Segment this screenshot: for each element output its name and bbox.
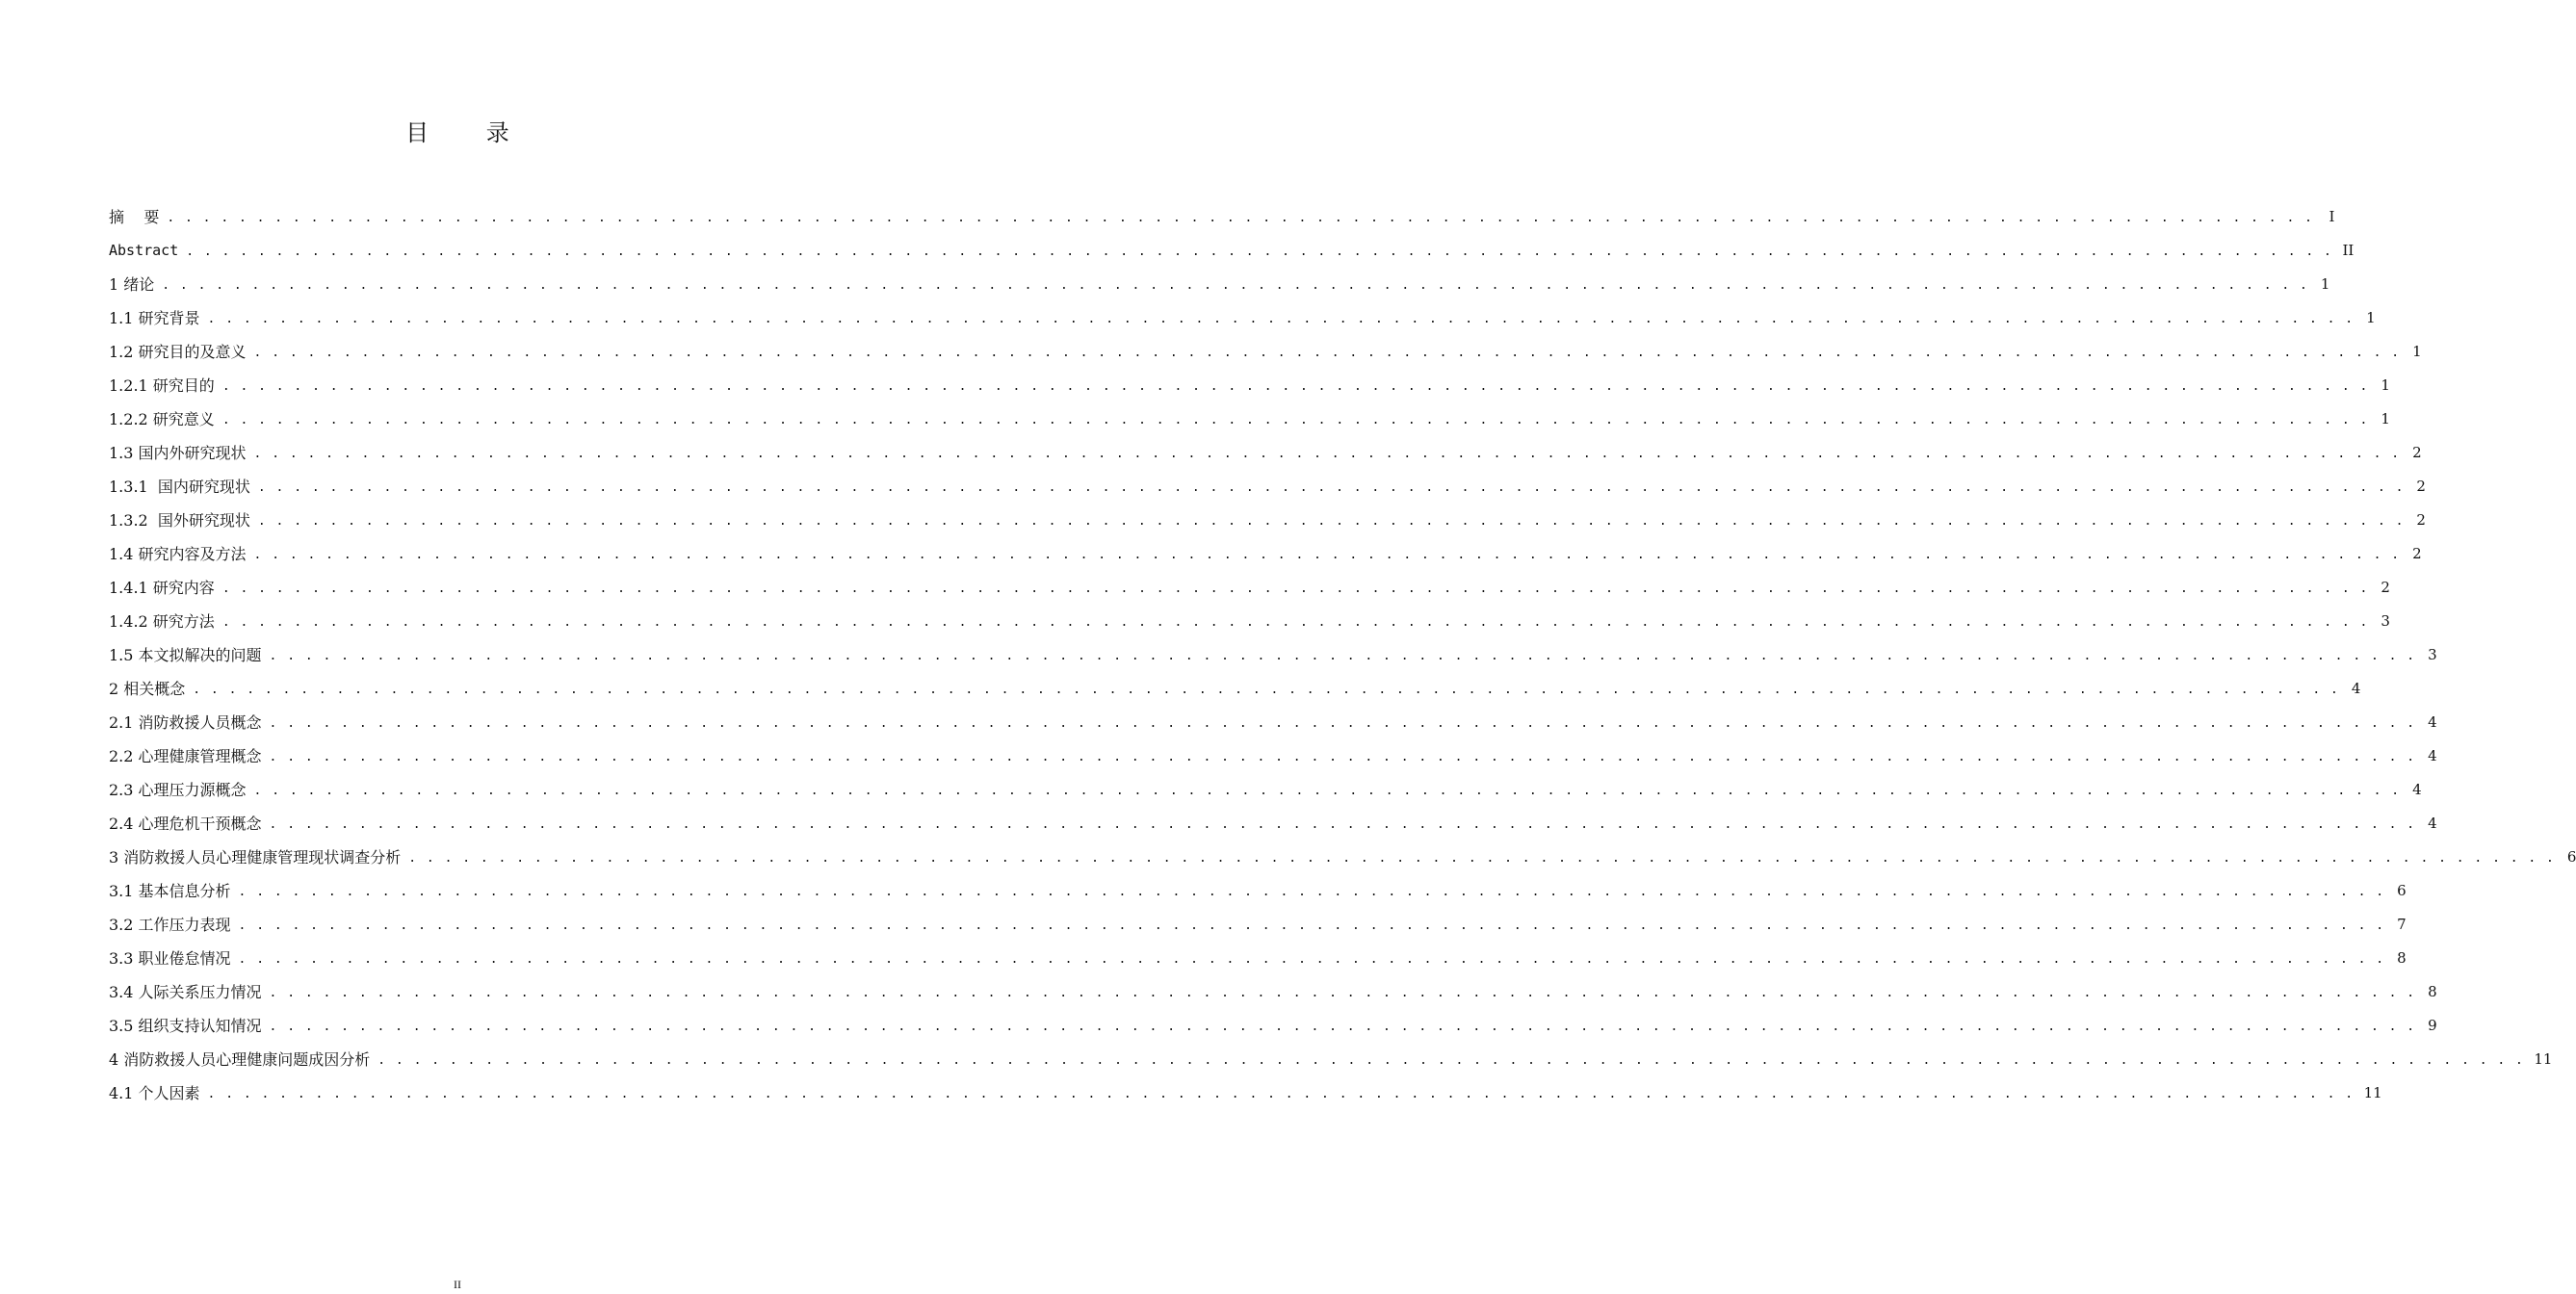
dot-leader: . . . . . . . . . . . . . . . . . . . . . . . . . . . . . . . . . . . . . . . . . . . . . . . . . . . . . . . . . . . . . . . . . . . . . . . . . . . . . . . . . . . . . . . . . . . . . . . . . . . . . . . . . . . . . . . . . . . . . . . . [238,885,2385,899]
toc-entry-page: 2 [2416,478,2426,495]
toc-entry-page: 2 [2381,579,2390,596]
toc-entry-page: 4 [2428,747,2437,764]
toc-entry-title: 1.4.1 研究内容 [109,579,215,597]
toc-entry[interactable] [109,975,2437,1009]
toc-entry[interactable] [109,874,2407,908]
dot-leader: . . . . . . . . . . . . . . . . . . . . . . . . . . . . . . . . . . . . . . . . . . . . . . . . . . . . . . . . . . . . . . . . . . . . . . . . . . . . . . . . . . . . . . . . . . . . . . . . . . . . . . . . . . . . . . . . . . . . . . . . [269,649,2416,663]
toc-entry[interactable] [109,605,2390,638]
toc-entry-title: 1.3.2 国外研究现状 [109,511,250,530]
toc-entry-page: 1 [2381,410,2390,427]
toc-entry-page: 1 [2412,343,2422,360]
toc-entry[interactable] [109,470,2426,504]
toc-entry-page: 4 [2428,815,2437,832]
toc-entry-page: 9 [2428,1017,2437,1034]
toc-entry[interactable] [109,301,2376,335]
toc-entry-page: 11 [2363,1084,2382,1101]
toc-entry-title: 3.3 职业倦怠情况 [109,949,231,968]
toc-entry[interactable] [109,436,2422,470]
toc-entry-page: 4 [2428,713,2437,731]
toc-entry-title: 1.3 国内外研究现状 [109,444,247,462]
toc-entry-title: 2.1 消防救援人员概念 [109,713,262,732]
dot-leader: . . . . . . . . . . . . . . . . . . . . . . . . . . . . . . . . . . . . . . . . . . . . . . . . . . . . . . . . . . . . . . . . . . . . . . . . . . . . . . . . . . . . . . . . . . . . . . . . . . . . . . . . . . . . . . . . . . . . . . . . [162,278,2309,293]
toc-entry[interactable] [109,1043,2553,1076]
dot-leader: . . . . . . . . . . . . . . . . . . . . . . . . . . . . . . . . . . . . . . . . . . . . . . . . . . . . . . . . . . . . . . . . . . . . . . . . . . . . . . . . . . . . . . . . . . . . . . . . . . . . . . . . . . . . . . . . . . . . . . . . [207,1087,2355,1101]
toc-entry-title: 1.1 研究背景 [109,309,200,327]
toc-entry-page: 3 [2428,646,2437,663]
toc-entry-title: 3.4 人际关系压力情况 [109,983,262,1001]
toc-entry[interactable] [109,807,2437,841]
toc-entry-title: 摘 要 [109,208,160,226]
toc-entry-title: 1.2.1 研究目的 [109,376,215,395]
toc-entry[interactable] [109,1076,2382,1110]
toc-entry-page: 4 [2412,781,2422,798]
dot-leader: . . . . . . . . . . . . . . . . . . . . . . . . . . . . . . . . . . . . . . . . . . . . . . . . . . . . . . . . . . . . . . . . . . . . . . . . . . . . . . . . . . . . . . . . . . . . . . . . . . . . . . . . . . . . . . . . . . . . . . . . [221,582,2369,596]
toc-entry-title: 1.4.2 研究方法 [109,612,215,631]
dot-leader: . . . . . . . . . . . . . . . . . . . . . . . . . . . . . . . . . . . . . . . . . . . . . . . . . . . . . . . . . . . . . . . . . . . . . . . . . . . . . . . . . . . . . . . . . . . . . . . . . . . . . . . . . . . . . . . . . . . . . . . . [269,986,2416,1000]
dot-leader: . . . . . . . . . . . . . . . . . . . . . . . . . . . . . . . . . . . . . . . . . . . . . . . . . . . . . . . . . . . . . . . . . . . . . . . . . . . . . . . . . . . . . . . . . . . . . . . . . . . . . . . . . . . . . . . . . . . . . . . . [221,413,2369,427]
toc-entry-title: 1.5 本文拟解决的问题 [109,646,262,664]
toc-entry[interactable] [109,706,2437,739]
toc-entry-title: 4 消防救援人员心理健康问题成因分析 [109,1050,371,1069]
toc-entry-page: 1 [2320,275,2330,293]
toc-entry[interactable] [109,841,2576,874]
toc-entry-title: 1.2 研究目的及意义 [109,343,247,361]
toc-entry-page: 6 [2566,848,2576,866]
dot-leader: . . . . . . . . . . . . . . . . . . . . . . . . . . . . . . . . . . . . . . . . . . . . . . . . . . . . . . . . . . . . . . . . . . . . . . . . . . . . . . . . . . . . . . . . . . . . . . . . . . . . . . . . . . . . . . . . . . . . . . . . [186,245,2333,259]
dot-leader: . . . . . . . . . . . . . . . . . . . . . . . . . . . . . . . . . . . . . . . . . . . . . . . . . . . . . . . . . . . . . . . . . . . . . . . . . . . . . . . . . . . . . . . . . . . . . . . . . . . . . . . . . . . . . . . . . . . . . . . . [269,750,2416,764]
toc-entry-title: 2 相关概念 [109,680,186,698]
toc-entry-title: Abstract [109,242,179,259]
toc-entry-title: 3.1 基本信息分析 [109,882,231,900]
page-number: II [454,1278,461,1291]
dot-leader: . . . . . . . . . . . . . . . . . . . . . . . . . . . . . . . . . . . . . . . . . . . . . . . . . . . . . . . . . . . . . . . . . . . . . . . . . . . . . . . . . . . . . . . . . . . . . . . . . . . . . . . . . . . . . . . . . . . . . . . . [167,211,2314,225]
toc-entry[interactable] [109,504,2426,537]
toc-entry-title: 3.5 组织支持认知情况 [109,1017,262,1035]
dot-leader: . . . . . . . . . . . . . . . . . . . . . . . . . . . . . . . . . . . . . . . . . . . . . . . . . . . . . . . . . . . . . . . . . . . . . . . . . . . . . . . . . . . . . . . . . . . . . . . . . . . . . . . . . . . . . . . . . . . . . . . . [238,919,2385,933]
toc-entry[interactable] [109,908,2407,942]
dot-leader: . . . . . . . . . . . . . . . . . . . . . . . . . . . . . . . . . . . . . . . . . . . . . . . . . . . . . . . . . . . . . . . . . . . . . . . . . . . . . . . . . . . . . . . . . . . . . . . . . . . . . . . . . . . . . . . . . . . . . . . . [193,683,2340,697]
toc-entry-page: 3 [2381,612,2390,630]
toc-entry-page: 8 [2428,983,2437,1000]
toc-entry-page: 2 [2416,511,2426,529]
toc-entry[interactable] [109,942,2407,975]
toc-entry[interactable] [109,268,2330,301]
dot-leader: . . . . . . . . . . . . . . . . . . . . . . . . . . . . . . . . . . . . . . . . . . . . . . . . . . . . . . . . . . . . . . . . . . . . . . . . . . . . . . . . . . . . . . . . . . . . . . . . . . . . . . . . . . . . . . . . . . . . . . . . [269,1020,2416,1034]
toc-entry[interactable] [109,200,2335,234]
toc-entry-page: II [2342,242,2355,259]
dot-leader: . . . . . . . . . . . . . . . . . . . . . . . . . . . . . . . . . . . . . . . . . . . . . . . . . . . . . . . . . . . . . . . . . . . . . . . . . . . . . . . . . . . . . . . . . . . . . . . . . . . . . . . . . . . . . . . . . . . . . . . . [269,716,2416,731]
toc-entry-title: 2.4 心理危机干预概念 [109,815,262,833]
dot-leader: . . . . . . . . . . . . . . . . . . . . . . . . . . . . . . . . . . . . . . . . . . . . . . . . . . . . . . . . . . . . . . . . . . . . . . . . . . . . . . . . . . . . . . . . . . . . . . . . . . . . . . . . . . . . . . . . . . . . . . . . [221,615,2369,630]
toc-entry[interactable] [109,571,2390,605]
toc-entry[interactable] [109,672,2361,706]
toc-entry-page: 4 [2351,680,2361,697]
toc-entry[interactable] [109,234,2355,268]
toc-entry-title: 1.4 研究内容及方法 [109,545,247,563]
dot-leader: . . . . . . . . . . . . . . . . . . . . . . . . . . . . . . . . . . . . . . . . . . . . . . . . . . . . . . . . . . . . . . . . . . . . . . . . . . . . . . . . . . . . . . . . . . . . . . . . . . . . . . . . . . . . . . . . . . . . . . . . [253,548,2401,562]
toc-entry[interactable] [109,638,2437,672]
toc-entry[interactable] [109,773,2422,807]
toc-entry[interactable] [109,739,2437,773]
toc-entry-title: 1.3.1 国内研究现状 [109,478,250,496]
dot-leader: . . . . . . . . . . . . . . . . . . . . . . . . . . . . . . . . . . . . . . . . . . . . . . . . . . . . . . . . . . . . . . . . . . . . . . . . . . . . . . . . . . . . . . . . . . . . . . . . . . . . . . . . . . . . . . . . . . . . . . . . [253,346,2401,360]
page-title: 目 录 [405,119,534,146]
toc-entry-page: 2 [2412,444,2422,461]
toc-entry[interactable] [109,335,2422,369]
toc-entry-title: 3.2 工作压力表现 [109,916,231,934]
toc-entry[interactable] [109,1009,2437,1043]
toc-entry-page: 1 [2381,376,2390,394]
toc-entry-title: 4.1 个人因素 [109,1084,200,1102]
toc-entry-page: 2 [2412,545,2422,562]
toc-entry[interactable] [109,369,2390,402]
toc-entry[interactable] [109,402,2390,436]
dot-leader: . . . . . . . . . . . . . . . . . . . . . . . . . . . . . . . . . . . . . . . . . . . . . . . . . . . . . . . . . . . . . . . . . . . . . . . . . . . . . . . . . . . . . . . . . . . . . . . . . . . . . . . . . . . . . . . . . . . . . . . . [257,514,2405,529]
dot-leader: . . . . . . . . . . . . . . . . . . . . . . . . . . . . . . . . . . . . . . . . . . . . . . . . . . . . . . . . . . . . . . . . . . . . . . . . . . . . . . . . . . . . . . . . . . . . . . . . . . . . . . . . . . . . . . . . . . . . . . . . [377,1053,2525,1068]
toc-entry-title: 3 消防救援人员心理健康管理现状调查分析 [109,848,402,867]
dot-leader: . . . . . . . . . . . . . . . . . . . . . . . . . . . . . . . . . . . . . . . . . . . . . . . . . . . . . . . . . . . . . . . . . . . . . . . . . . . . . . . . . . . . . . . . . . . . . . . . . . . . . . . . . . . . . . . . . . . . . . . . [408,851,2556,866]
toc-entry-page: 7 [2397,916,2407,933]
toc-entry-title: 2.2 心理健康管理概念 [109,747,262,765]
dot-leader: . . . . . . . . . . . . . . . . . . . . . . . . . . . . . . . . . . . . . . . . . . . . . . . . . . . . . . . . . . . . . . . . . . . . . . . . . . . . . . . . . . . . . . . . . . . . . . . . . . . . . . . . . . . . . . . . . . . . . . . . [257,480,2405,495]
toc-entry-page: I [2329,208,2335,225]
dot-leader: . . . . . . . . . . . . . . . . . . . . . . . . . . . . . . . . . . . . . . . . . . . . . . . . . . . . . . . . . . . . . . . . . . . . . . . . . . . . . . . . . . . . . . . . . . . . . . . . . . . . . . . . . . . . . . . . . . . . . . . . [221,379,2369,394]
toc-entry-title: 2.3 心理压力源概念 [109,781,247,799]
dot-leader: . . . . . . . . . . . . . . . . . . . . . . . . . . . . . . . . . . . . . . . . . . . . . . . . . . . . . . . . . . . . . . . . . . . . . . . . . . . . . . . . . . . . . . . . . . . . . . . . . . . . . . . . . . . . . . . . . . . . . . . . [238,952,2385,967]
toc-entry-page: 11 [2534,1050,2553,1068]
toc-entry-page: 8 [2397,949,2407,967]
toc-entry-title: 1 绪论 [109,275,155,294]
toc-entry-title: 1.2.2 研究意义 [109,410,215,428]
toc-entry-page: 1 [2366,309,2376,326]
dot-leader: . . . . . . . . . . . . . . . . . . . . . . . . . . . . . . . . . . . . . . . . . . . . . . . . . . . . . . . . . . . . . . . . . . . . . . . . . . . . . . . . . . . . . . . . . . . . . . . . . . . . . . . . . . . . . . . . . . . . . . . . [269,817,2416,832]
dot-leader: . . . . . . . . . . . . . . . . . . . . . . . . . . . . . . . . . . . . . . . . . . . . . . . . . . . . . . . . . . . . . . . . . . . . . . . . . . . . . . . . . . . . . . . . . . . . . . . . . . . . . . . . . . . . . . . . . . . . . . . . [207,312,2355,326]
dot-leader: . . . . . . . . . . . . . . . . . . . . . . . . . . . . . . . . . . . . . . . . . . . . . . . . . . . . . . . . . . . . . . . . . . . . . . . . . . . . . . . . . . . . . . . . . . . . . . . . . . . . . . . . . . . . . . . . . . . . . . . . [253,784,2401,798]
dot-leader: . . . . . . . . . . . . . . . . . . . . . . . . . . . . . . . . . . . . . . . . . . . . . . . . . . . . . . . . . . . . . . . . . . . . . . . . . . . . . . . . . . . . . . . . . . . . . . . . . . . . . . . . . . . . . . . . . . . . . . . . [253,447,2401,461]
toc-entry[interactable] [109,537,2422,571]
toc-entry-page: 6 [2397,882,2407,899]
table-of-contents [109,200,2576,1110]
